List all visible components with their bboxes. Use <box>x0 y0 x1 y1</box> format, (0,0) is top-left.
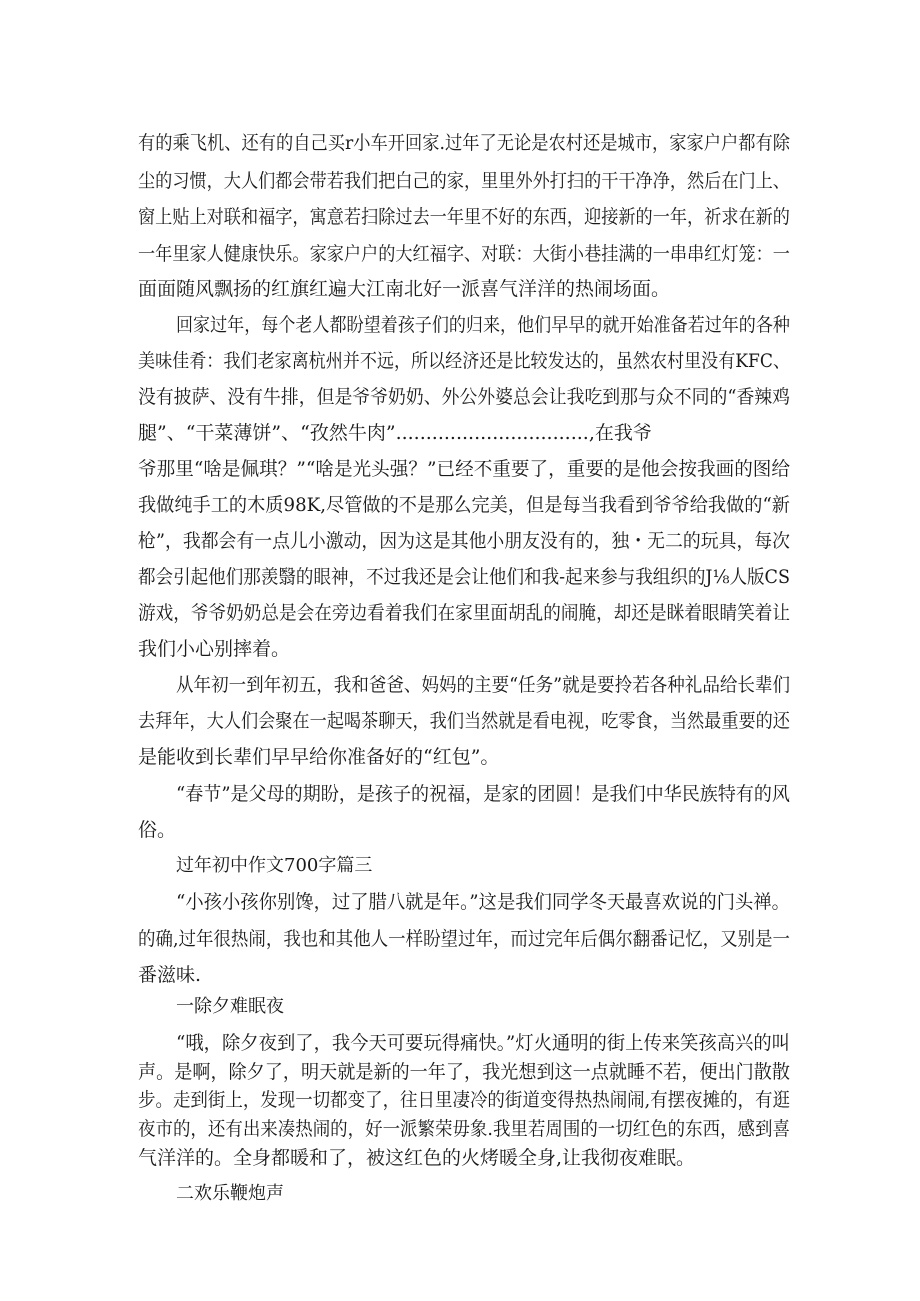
text-line: 有的乘飞机、还有的自己买r小车开回家.过年了无论是农村还是城市，家家户户都有除 <box>138 132 790 154</box>
text-line: 去拜年，大人们会聚在一起喝茶聊天，我们当然就是看电视，吃零食，当然最重要的还 <box>138 710 790 732</box>
text-line: 尘的习惯，大人们都会带若我们把白己的家，里里外外打扫的干干净净，然后在门上、 <box>138 170 790 192</box>
text-line: 爷那里“啥是佩琪？”“啥是光头强？”已经不重要了，重要的是他会按我画的图给 <box>138 458 791 480</box>
text-line: 气洋洋的。全身都暖和了，被这红色的火烤暖全身,让我彻夜难眠。 <box>138 1147 696 1169</box>
subheading-new-years-eve: 一除夕难眠夜 <box>176 996 284 1017</box>
text-line: “小孩小孩你别馋，过了腊八就是年。”这是我们同学冬天最喜欢说的门头禅。 <box>176 891 791 913</box>
text-line: 游戏，爷爷奶奶总是会在旁边看着我们在家里面胡乱的闹腌，却还是眯着眼睛笑着让 <box>138 602 790 624</box>
subheading-firecrackers: 二欢乐鞭炮声 <box>176 1183 284 1204</box>
text-line: 我做纯手工的木质98K,尽管做的不是那么完美，但是每当我看到爷爷给我做的“新 <box>138 494 790 516</box>
text-line: 番滋味. <box>138 964 202 986</box>
text-line: 的确,过年很热闹，我也和其他人一样盼望过年，而过完年后偶尔翻番记忆，又别是一 <box>138 928 790 950</box>
text-line: 从年初一到年初五，我和爸爸、妈妈的主要“任务”就是要拎若各种礼品给长辈们 <box>176 674 790 696</box>
text-line: “哦，除夕夜到了，我今天可要玩得痛快。”灯火通明的街上传来笑孩高兴的叫 <box>176 1032 791 1054</box>
text-line: 我们小心别摔着。 <box>138 638 291 660</box>
text-line: 没有披萨、没有牛排，但是爷爷奶奶、外公外婆总会让我吃到那与众不同的“香辣鸡 <box>138 386 791 408</box>
section-heading: 过年初中作文700字篇三 <box>176 855 373 876</box>
text-line: 夜市的，还有出来凑热闹的，好一派繁荣毋象.我里若周围的一切红色的东西，感到喜 <box>138 1118 790 1140</box>
text-line: 美味佳肴：我们老家离杭州并不远，所以经济还是比较发达的，虽然农村里没有KFC、 <box>138 350 791 372</box>
text-line: 是能收到长辈们早早给你准备好的“红包”。 <box>138 746 500 768</box>
text-line: 枪”，我都会有一点儿小激动，因为这是其他小朋友没有的，独・无二的玩具，每次 <box>138 530 791 552</box>
text-line: 面面随风飘扬的红旗红遍大江南北好一派喜气洋洋的热闹场面。 <box>138 278 671 300</box>
text-line: 窗上贴上对联和福字，寓意若扫除过去一年里不好的东西，迎接新的一年，祈求在新的 <box>138 206 790 228</box>
text-line: “春节”是父母的期盼，是孩子的祝福，是家的团圆！是我们中华民族特有的风 <box>176 783 790 805</box>
text-line: 腿”、“干菜薄饼”、“孜然牛肉”................................,在我爷 <box>138 422 652 444</box>
text-line: 声。是啊，除夕了，明天就是新的一年了，我光想到这一点就睡不若，便出门散散 <box>138 1061 791 1083</box>
text-line: 俗。 <box>138 819 177 841</box>
text-line: 都会引起他们那羡翳的眼神，不过我还是会让他们和我-起来参与我组织的J⅛人版CS <box>138 566 791 588</box>
text-line: 步。走到街上，发现一切都变了，往日里凄冷的街道变得热热闹闹,有摆夜摊的，有逛 <box>138 1089 790 1111</box>
text-line: 一年里家人健康快乐。家家户户的大红福字、对联：大街小巷挂满的一串串红灯笼：一 <box>138 243 790 265</box>
text-line: 回家过年，每个老人都盼望着孩子们的归来，他们早早的就开始准备若过年的各种 <box>176 314 790 336</box>
